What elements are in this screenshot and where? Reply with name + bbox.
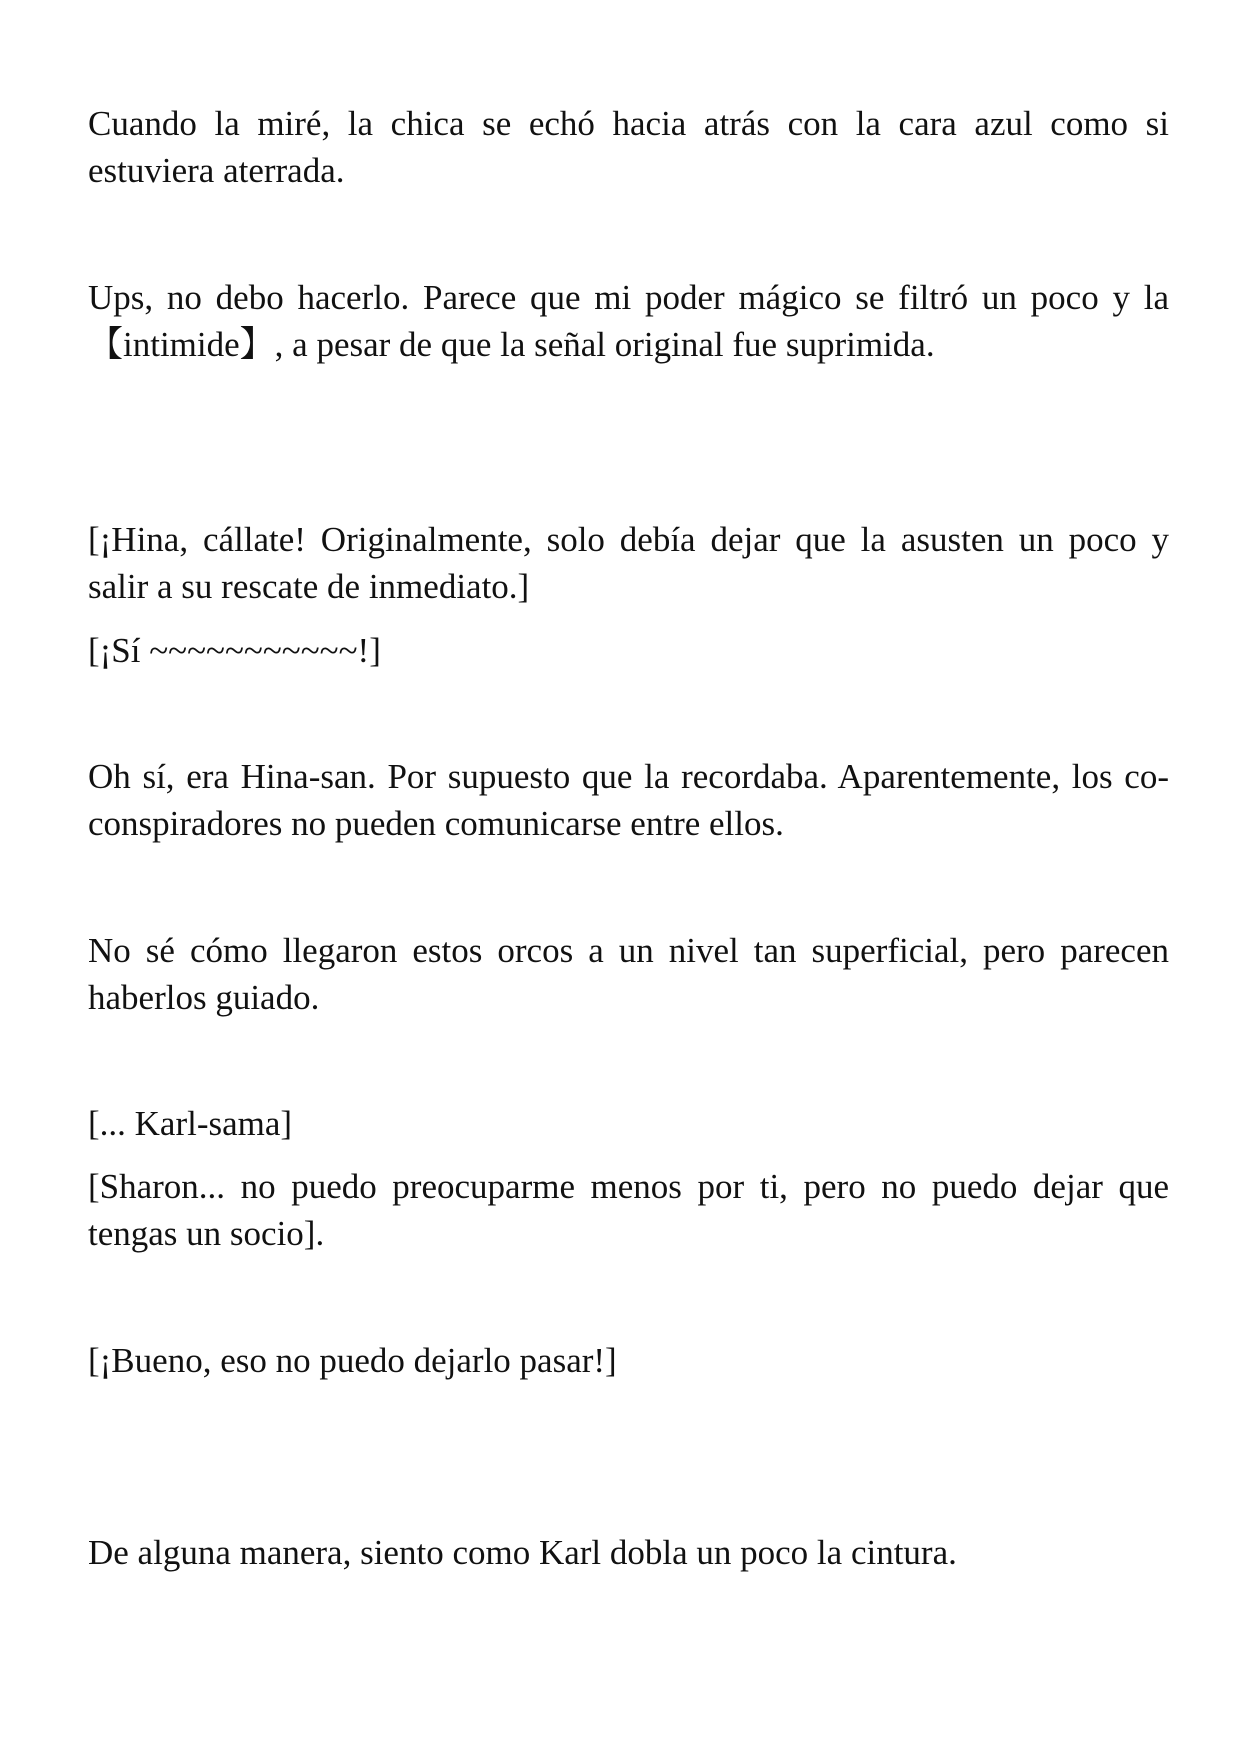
- paragraph-3: Oh sí, era Hina-san. Por supuesto que la recordaba. Aparentemente, los co-conspiradores no pueden comunicarse entre ellos.: [88, 757, 1169, 843]
- dialogue-3: [... Karl-sama]: [88, 1104, 293, 1143]
- dialogue-5: [¡Bueno, eso no puedo dejarlo pasar!]: [88, 1341, 617, 1380]
- paragraph-4: No sé cómo llegaron estos orcos a un nivel tan superficial, pero parecen haberlos guiado.: [88, 931, 1169, 1017]
- paragraph-1: Cuando la miré, la chica se echó hacia atrás con la cara azul como si estuviera aterrada.: [88, 104, 1169, 190]
- paragraph-5: De alguna manera, siento como Karl dobla un poco la cintura.: [88, 1533, 957, 1572]
- paragraph-2: Ups, no debo hacerlo. Parece que mi poder mágico se filtró un poco y la【intimide】, a pesar de que la señal original fue suprimida.: [88, 278, 1169, 364]
- dialogue-4: [Sharon... no puedo preocuparme menos por ti, pero no puedo dejar que tengas un socio].: [88, 1167, 1169, 1253]
- dialogue-2: [¡Sí ~~~~~~~~~~~!]: [88, 631, 381, 670]
- dialogue-1: [¡Hina, cállate! Originalmente, solo debía dejar que la asusten un poco y salir a su rescate de inmediato.]: [88, 520, 1169, 606]
